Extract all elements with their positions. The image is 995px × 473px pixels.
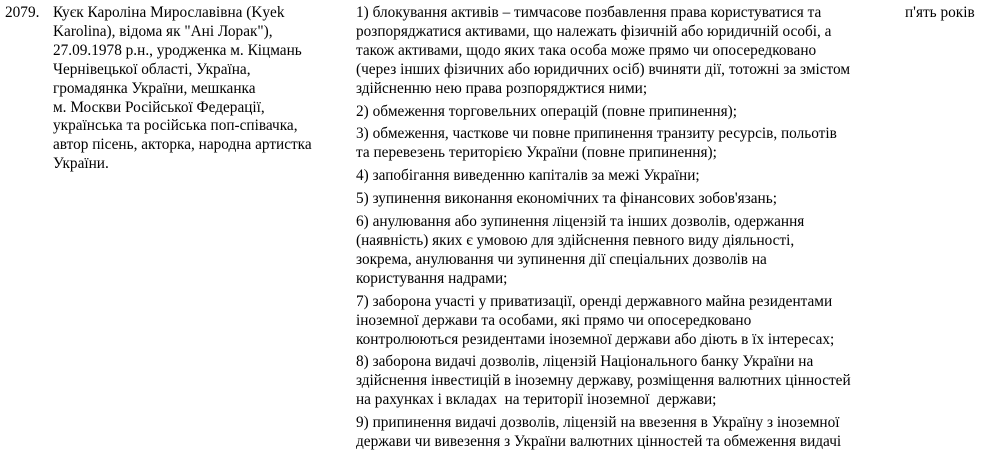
entry-number: 2079.: [5, 4, 40, 21]
measure-line: 7) заборона участі у приватизації, оренді державного майна резидентами: [356, 292, 833, 310]
measure-line: також активами, щодо яких така особа може прямо чи опосередковано: [356, 41, 817, 59]
measure-line: на рахунках і вкладах на території іноземної держави;: [356, 391, 717, 409]
measure-8: [356, 353, 886, 410]
sanction-term: п'ять років: [905, 4, 975, 21]
person-line: Куєк Кароліна Мирославівна (Kyek: [53, 4, 285, 21]
measure-line: зокрема, анулювання чи зупинення дії спеціальних дозволів на: [356, 250, 767, 268]
measure-line: здійсненню нею права розпоряджтися ними;: [356, 79, 648, 97]
measure-2: [356, 103, 886, 122]
measure-line: 8) заборона видачі дозволів, ліцензій Національного банку України на: [356, 353, 814, 371]
measure-line: 5) зупинення виконання економічних та фінансових зобов'язань;: [356, 190, 777, 208]
measure-line: 9) припинення видачі дозволів, ліцензій на ввезення в Україну з іноземної: [356, 414, 840, 432]
measure-line: (через інших фізичних або юридичних осіб) вчиняти дії, тотожні за змістом: [356, 60, 851, 78]
person-line: Чернівецької області, Україна,: [53, 60, 251, 78]
measure-9: [356, 414, 886, 452]
measure-line: 1) блокування активів – тимчасове позбавлення права користуватися та: [356, 4, 822, 21]
measure-4: [356, 167, 886, 186]
measure-line: користування надрами;: [356, 269, 508, 287]
measure-line: іноземної держави та особами, які прямо чи опосередковано: [356, 311, 752, 329]
person-line: автор пісень, акторка, народна артистка: [53, 136, 312, 154]
measure-line: 3) обмеження, часткове чи повне припинення транзиту ресурсів, польотів: [356, 125, 837, 143]
measure-line: 2) обмеження торговельних операцій (повне припинення);: [356, 102, 737, 120]
measure-5: [356, 190, 886, 209]
measure-line: та перевезень територією України (повне припинення);: [356, 144, 717, 162]
measure-line: здійснення інвестицій в іноземну державу, розміщення валютних цінностей: [356, 372, 851, 390]
measure-line: розпоряджатися активами, що належать фізичній або юридичній особі, а: [356, 22, 832, 40]
person-line: м. Москви Російської Федерації,: [53, 98, 265, 116]
measure-7: [356, 293, 886, 350]
person-line: Karolina), відома як "Ані Лорак"),: [53, 22, 273, 40]
person-line: українська та російська поп-співачка,: [53, 117, 298, 135]
person-line: 27.09.1978 р.н., уродженка м. Кіцмань: [53, 41, 302, 59]
measure-line: контролюються резидентами іноземної держави або діють в їх інтересах;: [356, 330, 835, 348]
measure-6: [356, 213, 886, 289]
person-description: [53, 4, 315, 174]
measure-line: держави чи вивезення з України валютних цінностей та обмеження видачі: [356, 433, 842, 451]
person-line: громадянка України, мешканка: [53, 79, 256, 97]
measure-line: 6) анулювання або зупинення ліцензій та інших дозволів, одержання: [356, 213, 805, 231]
measure-line: (наявність) яких є умовою для здійснення певного виду діяльності,: [356, 231, 795, 249]
measure-line: 4) запобігання виведенню капіталів за межі України;: [356, 167, 700, 185]
sanction-measures-list: [356, 4, 886, 456]
measure-1: [356, 4, 886, 99]
measure-3: [356, 125, 886, 163]
person-line: України.: [53, 155, 109, 173]
